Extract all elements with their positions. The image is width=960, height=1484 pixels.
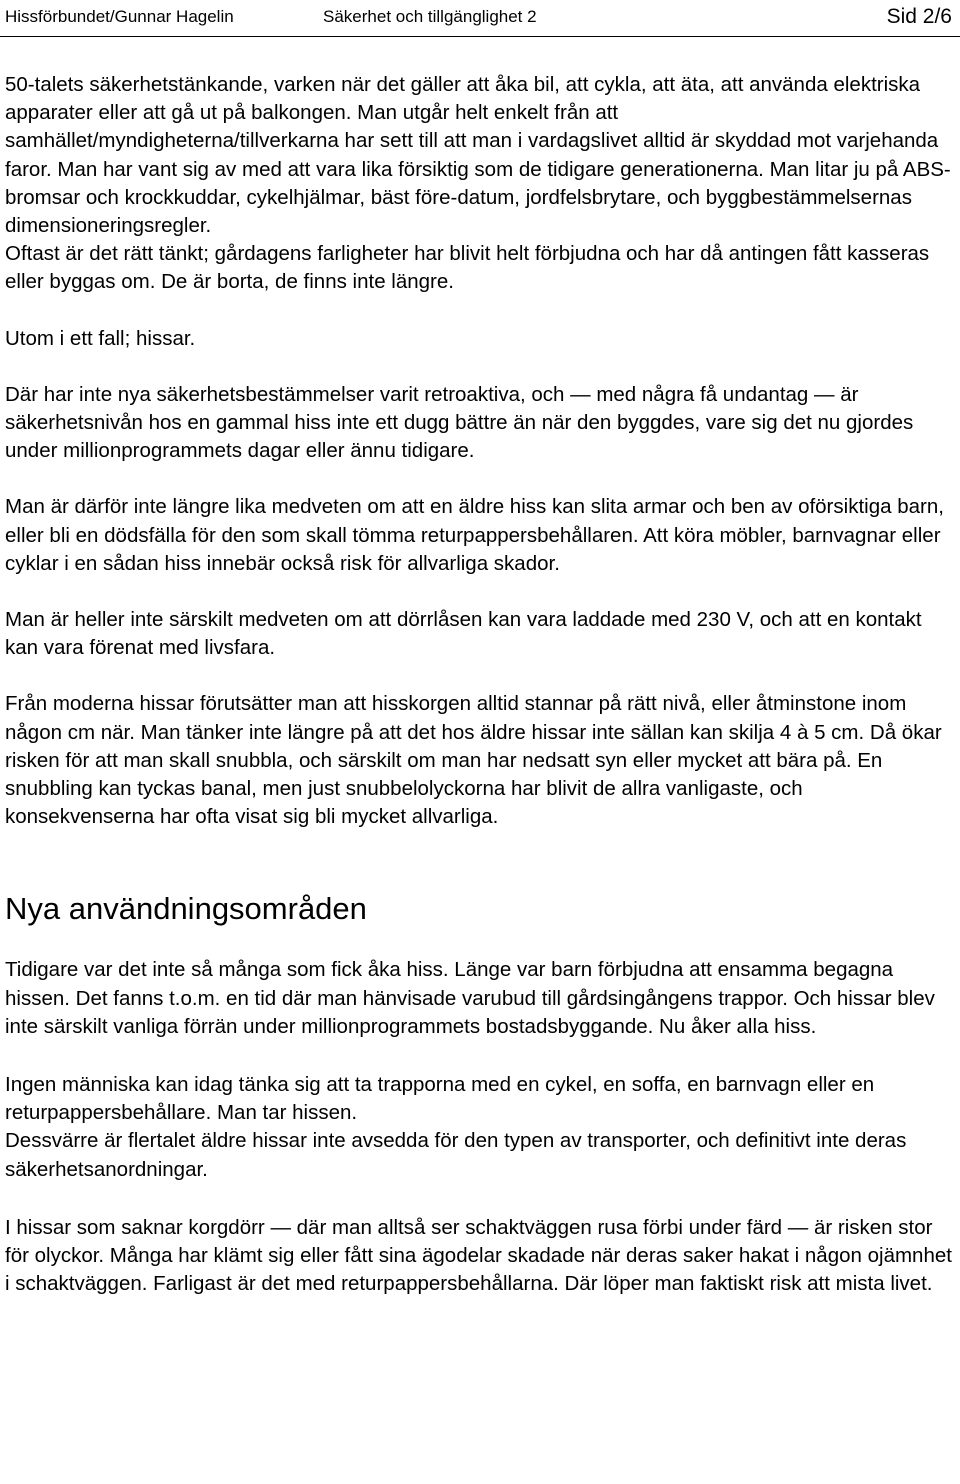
page-header [5, 5, 952, 31]
paragraph-8: Tidigare var det inte så många som fick åka hiss. Länge var barn förbjudna att ensamma begagna hissen. Det fanns t.o.m. en tid där man hänvisade varubud till gårdsingångens trappor. Och hissar blev inte särskilt vanliga förrän under millionprogrammets bostadsbyggande. Nu åker alla hiss. [5, 958, 935, 1038]
paragraph-9: Ingen människa kan idag tänka sig att ta trapporna med en cykel, en soffa, en barnvagn eller en returpappersbehållare. Man tar hissen. [5, 1073, 875, 1125]
paragraph-3: Utom i ett fall; hissar. [5, 326, 196, 350]
paragraph-10: Dessvärre är flertalet äldre hissar inte avsedda för den typen av transporter, och definitivt inte deras säkerhetsanordningar. [5, 1129, 907, 1181]
header-divider [0, 36, 960, 37]
section-heading: Nya användningsområden [5, 891, 367, 927]
paragraph-4: Där har inte nya säkerhetsbestämmelser varit retroaktiva, och — med några få undantag — är säkerhetsnivån hos en gammal hiss inte ett dugg bättre än när den byggdes, vare sig det nu gjordes under millionprogrammets dagar eller ännu tidigare. [5, 382, 914, 463]
header-author: Hissförbundet/Gunnar Hagelin [5, 7, 234, 26]
paragraph-7: Från moderna hissar förutsätter man att hisskorgen alltid stannar på rätt nivå, eller åtminstone inom någon cm när. Man tänker inte längre på att det hos äldre hissar inte sällan kan skilja 4 à 5 cm. Då ökar risken för att man skall snubbla, och särskilt om man har nedsatt syn eller mycket att bära på. En snubbling kan tyckas banal, men just snubbelolyckorna har blivit de allra vanligaste, och konsekvenserna har ofta visat sig bli mycket allvarliga. [5, 692, 942, 829]
header-title: Säkerhet och tillgänglighet 2 [323, 7, 537, 26]
paragraph-5: Man är därför inte längre lika medveten om att en äldre hiss kan slita armar och ben av oförsiktiga barn, eller bli en dödsfälla för den som skall tömma returpappersbehållaren. Att köra möbler, barnvagnar eller cyklar i en sådan hiss innebär också risk för allvarliga skador. [5, 495, 944, 575]
paragraph-2: Oftast är det rätt tänkt; gårdagens farligheter har blivit helt förbjudna och har då antingen fått kasseras eller byggas om. De är borta, de finns inte längre. [5, 242, 930, 294]
header-page-number: Sid 2/6 [886, 5, 952, 28]
document-body [5, 71, 953, 1299]
paragraph-11: I hissar som saknar korgdörr — där man alltså ser schaktväggen rusa förbi under färd — är risken stor för olyckor. Många har klämt sig eller fått sina ägodelar skadade när deras saker hakat i någon ojämnhet i schaktväggen. Farligast är det med returpappersbehållarna. Där löper man faktiskt risk att mista livet. [5, 1215, 952, 1296]
paragraph-1: 50-talets säkerhetstänkande, varken när det gäller att åka bil, att cykla, att äta, att använda elektriska apparater eller att gå ut på balkongen. Man utgår helt enkelt från att samhället/myndigheterna/tillverkarna har sett till att man i vardagslivet alltid är skyddad mot varjehanda faror. Man har vant sig av med att vara lika försiktig som de tidigare generationerna. Man litar ju på ABS-bromsar och krockkuddar, cykelhjälmar, bäst före-datum, jordfelsbrytare, och byggbestämmelsernas dimensioneringsregler. [5, 73, 951, 238]
paragraph-6: Man är heller inte särskilt medveten om att dörrlåsen kan vara laddade med 230 V, och att en kontakt kan vara förenat med livsfara. [5, 608, 922, 660]
